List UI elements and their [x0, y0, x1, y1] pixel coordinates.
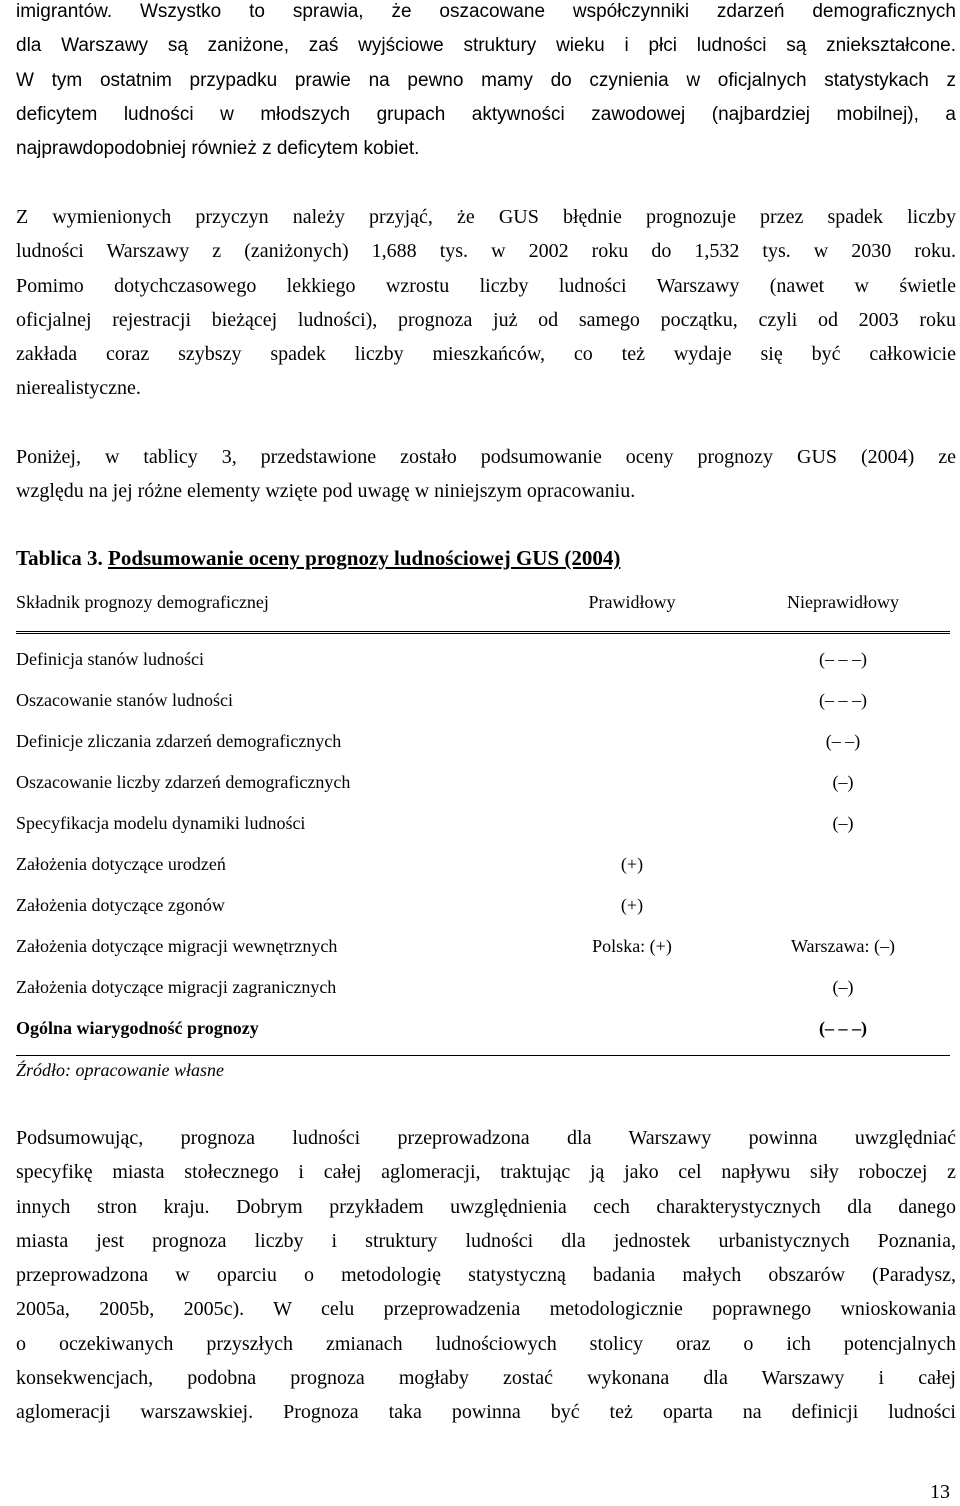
table-row [16, 649, 950, 675]
row-label: Założenia dotyczące zgonów [16, 895, 225, 915]
table-row [16, 936, 950, 962]
row-incorrect: (– – –) [819, 690, 867, 710]
text-line: Podsumowując, prognoza ludności przeprowadzona dla Warszawy powinna uwzględniać [16, 1127, 956, 1149]
header-incorrect: Nieprawidłowy [787, 592, 899, 612]
table-row [16, 854, 950, 880]
text-line: Z wymienionych przyczyn należy przyjąć, że GUS błędnie prognozuje przez spadek liczby [16, 206, 956, 228]
row-incorrect: Warszawa: (–) [791, 936, 895, 956]
text-line: Poniżej, w tablicy 3, przedstawione zostało podsumowanie oceny prognozy GUS (2004) ze [16, 446, 956, 468]
row-label: Definicje zliczania zdarzeń demograficznych [16, 731, 342, 751]
table-row [16, 895, 950, 921]
row-label: Założenia dotyczące migracji wewnętrznych [16, 936, 338, 956]
text-line: konsekwencjach, podobna prognoza mogłaby zostać wykonana dla Warszawy i całej [16, 1367, 956, 1390]
row-correct: (+) [620, 854, 644, 874]
page-number: 13 [930, 1481, 950, 1503]
text-line: o oczekiwanych przyszłych zmianach ludnościowych stolicy oraz o ich potencjalnych [16, 1332, 956, 1355]
row-incorrect: (–) [832, 772, 854, 792]
text-line: Pomimo dotychczasowego lekkiego wzrostu liczby ludności Warszawy (nawet w świetle [16, 274, 956, 297]
table-number: Tablica 3. [16, 546, 103, 570]
row-correct: Polska: (+) [592, 936, 672, 956]
text-line: 2005a, 2005b, 2005c). W celu przeprowadzenia metodologicznie poprawnego wnioskowania [16, 1298, 956, 1321]
text-line: aglomeracji warszawskiej. Prognoza taka powinna być też oparta na definicji ludności [16, 1401, 956, 1424]
text-line: zakłada coraz szybszy spadek liczby mieszkańców, co też wydaje się być całkowicie [16, 343, 956, 366]
table-title [16, 546, 620, 571]
row-incorrect: (–) [832, 977, 854, 997]
paragraph-2 [16, 200, 956, 406]
row-label: Założenia dotyczące urodzeń [16, 854, 226, 874]
text-line: nierealistyczne. [16, 377, 141, 400]
row-incorrect: (–) [832, 813, 854, 833]
text-line: dla Warszawy są zaniżone, zaś wyjściowe struktury wieku i płci ludności są zniekształcone. [16, 35, 956, 57]
row-label: Ogólna wiarygodność prognozy [16, 1018, 259, 1038]
row-incorrect: (– –) [825, 731, 861, 751]
text-line: innych stron kraju. Dobrym przykładem uwzględnienia cech charakterystycznych dla danego [16, 1195, 956, 1218]
text-line: specyfikę miasta stołecznego i całej aglomeracji, traktując ją jako cel napływu siły roboczej z [16, 1161, 956, 1184]
table-header [16, 592, 950, 622]
row-label: Definicja stanów ludności [16, 649, 204, 669]
table-row [16, 731, 950, 757]
text-line: względu na jej różne elementy wzięte pod uwagę w niniejszym opracowaniu. [16, 480, 636, 503]
text-line: przeprowadzona w oparciu o metodologię statystyczną badania małych obszarów (Paradysz, [16, 1264, 956, 1287]
header-rule [16, 631, 950, 634]
table-bottom-rule [16, 1055, 950, 1056]
text-line: miasta jest prognoza liczby i struktury ludności dla jednostek urbanistycznych Poznania, [16, 1229, 956, 1252]
row-label: Oszacowanie liczby zdarzeń demograficznych [16, 772, 351, 792]
text-line: ludności Warszawy z (zaniżonych) 1,688 tys. w 2002 roku do 1,532 tys. w 2030 roku. [16, 240, 956, 263]
row-label: Specyfikacja modelu dynamiki ludności [16, 813, 306, 833]
text-line: imigrantów. Wszystko to sprawia, że oszacowane współczynniki zdarzeń demograficznych [16, 1, 956, 22]
paragraph-1 [16, 0, 956, 166]
row-correct: (+) [620, 895, 644, 915]
row-incorrect: (– – –) [819, 649, 867, 669]
row-label: Oszacowanie stanów ludności [16, 690, 233, 710]
paragraph-4 [16, 1121, 956, 1430]
table-caption: Podsumowanie oceny prognozy ludnościowej GUS (2004) [108, 546, 621, 570]
table-row [16, 977, 950, 1003]
table-row [16, 690, 950, 716]
paragraph-3 [16, 440, 956, 509]
row-incorrect: (– – –) [819, 1018, 867, 1038]
text-line: najprawdopodobniej również z deficytem kobiet. [16, 138, 420, 160]
table-row [16, 772, 950, 798]
text-line: deficytem ludności w młodszych grupach aktywności zawodowej (najbardziej mobilnej), a [16, 103, 956, 125]
table-source: Źródło: opracowanie własne [16, 1060, 225, 1080]
row-label: Założenia dotyczące migracji zagranicznych [16, 977, 337, 997]
header-correct: Prawidłowy [588, 592, 676, 612]
text-line: W tym ostatnim przypadku prawie na pewno mamy do czynienia w oficjalnych statystykach z [16, 69, 956, 91]
header-component: Składnik prognozy demograficznej [16, 592, 269, 612]
text-line: oficjalnej rejestracji bieżącej ludności), prognoza już od samego początku, czyli od 2003 roku [16, 308, 956, 331]
table-row [16, 813, 950, 839]
table-row-summary [16, 1018, 950, 1044]
